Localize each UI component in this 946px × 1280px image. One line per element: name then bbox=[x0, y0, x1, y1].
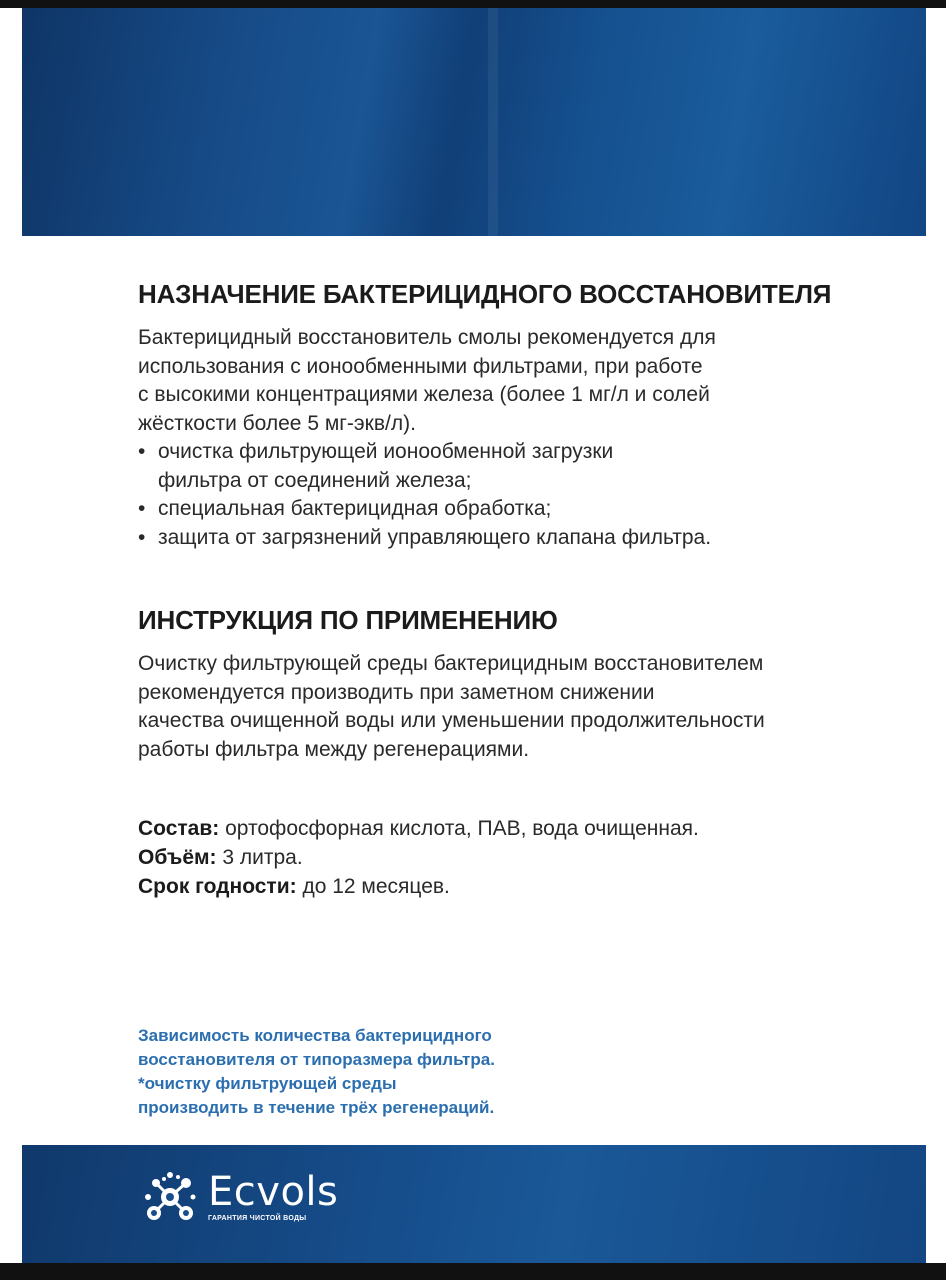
note-line: восстановителя от типоразмера фильтра. bbox=[138, 1050, 495, 1069]
banner-sheen bbox=[488, 8, 498, 236]
note-line: производить в течение трёх регенераций. bbox=[138, 1098, 495, 1117]
purpose-line: Бактерицидный восстановитель смолы рекомендуется для bbox=[138, 326, 716, 349]
composition-value: ортофосфорная кислота, ПАВ, вода очищенная. bbox=[219, 817, 699, 840]
purpose-line: с высокими концентрациями железа (более 1 мг/л и солей bbox=[138, 383, 710, 406]
footer-banner bbox=[22, 1145, 926, 1263]
purpose-line: использования с ионообменными фильтрами, при работе bbox=[138, 354, 703, 378]
instructions-paragraph bbox=[138, 650, 898, 764]
instructions-line: качества очищенной воды или уменьшении продолжительности bbox=[138, 709, 765, 732]
note-line: Зависимость количества бактерицидного bbox=[138, 1026, 492, 1045]
top-edge-bar bbox=[0, 0, 946, 8]
volume-label: Объём: bbox=[138, 846, 217, 869]
purpose-section bbox=[138, 276, 898, 552]
shelf-life-value: до 12 месяцев. bbox=[296, 875, 450, 898]
purpose-line: жёсткости более 5 мг-экв/л). bbox=[138, 411, 416, 435]
brand-text bbox=[208, 1169, 339, 1222]
note-line: *очистку фильтрующей среды bbox=[138, 1074, 397, 1093]
purpose-title: НАЗНАЧЕНИЕ БАКТЕРИЦИДНОГО ВОССТАНОВИТЕЛЯ bbox=[138, 279, 832, 309]
bullet-line: очистка фильтрующей ионообменной загрузки bbox=[158, 440, 614, 463]
bullet-item bbox=[138, 438, 898, 495]
bullet-line: фильтра от соединений железа; bbox=[158, 468, 472, 492]
purpose-bullet-list bbox=[138, 438, 898, 552]
bullet-line: специальная бактерицидная обработка; bbox=[158, 497, 552, 520]
volume-value: 3 литра. bbox=[216, 846, 303, 869]
bullet-item bbox=[138, 524, 898, 553]
brand-name: Ecvols bbox=[208, 1169, 339, 1215]
brand-logo bbox=[140, 1167, 338, 1227]
volume-row bbox=[138, 843, 898, 872]
shelf-life-label: Срок годности: bbox=[138, 875, 297, 898]
product-properties bbox=[138, 814, 898, 901]
purpose-paragraph bbox=[138, 324, 898, 438]
bottom-edge-bar bbox=[0, 1263, 946, 1280]
brand-tagline: ГАРАНТИЯ ЧИСТОЙ ВОДЫ bbox=[208, 1215, 307, 1222]
water-molecule-icon bbox=[140, 1167, 200, 1227]
composition-label: Состав: bbox=[138, 817, 220, 840]
composition-row bbox=[138, 814, 898, 843]
content-area bbox=[138, 276, 898, 901]
instructions-line: Очистку фильтрующей среды бактерицидным восстановителем bbox=[138, 652, 764, 675]
instructions-line: рекомендуется производить при заметном снижении bbox=[138, 680, 655, 704]
header-banner bbox=[22, 8, 926, 236]
shelf-life-row bbox=[138, 872, 898, 901]
bullet-line: защита от загрязнений управляющего клапана фильтра. bbox=[158, 525, 712, 549]
bullet-item bbox=[138, 495, 898, 524]
dosage-note bbox=[138, 1024, 658, 1120]
instructions-section bbox=[138, 602, 898, 764]
instructions-title: ИНСТРУКЦИЯ ПО ПРИМЕНЕНИЮ bbox=[138, 605, 558, 635]
instructions-line: работы фильтра между регенерациями. bbox=[138, 737, 530, 761]
